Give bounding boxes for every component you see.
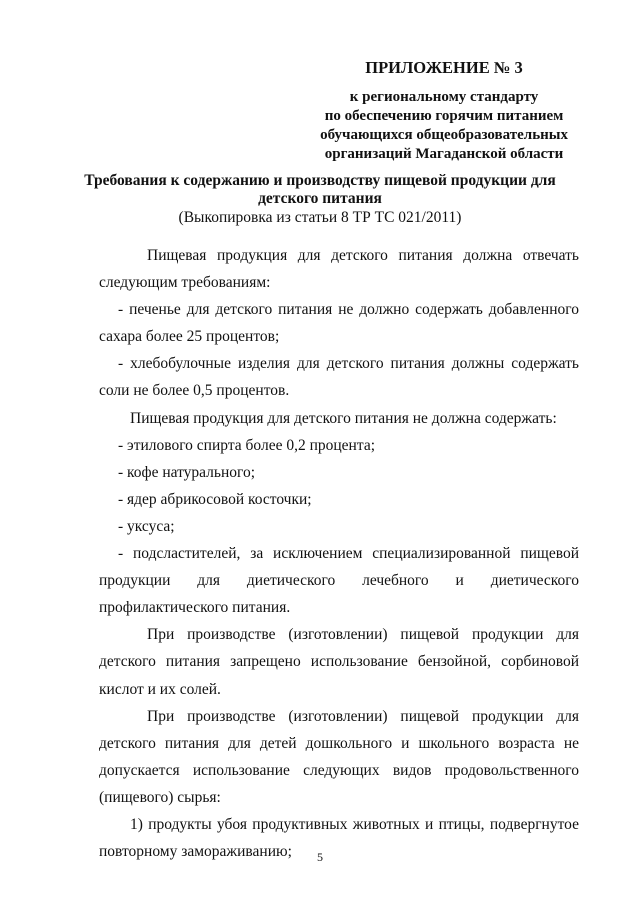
annex-subtitle-line: по обеспечению горячим питанием <box>324 108 564 124</box>
page-number: 5 <box>317 850 323 864</box>
document-body <box>99 242 579 865</box>
title-line: детского питания <box>258 190 382 207</box>
annex-header <box>320 58 568 164</box>
annex-subtitle-line: к региональному стандарту <box>349 89 539 105</box>
list-item: - хлебобулочные изделия для детского питания должны содержать соли не более 0,5 процентов. <box>99 355 579 400</box>
list-item: - этилового спирта более 0,2 процента; <box>118 436 375 454</box>
paragraph-acids-prohibition: При производстве (изготовлении) пищевой продукции для детского питания запрещено использование бензойной, сорбиновой кислот и их солей. <box>99 626 579 698</box>
annex-subtitle-line: организаций Магаданской области <box>324 146 564 162</box>
list-item: - ядер абрикосовой косточки; <box>118 490 312 508</box>
paragraph-prohibitions-intro: Пищевая продукция для детского питания не должна содержать: <box>130 409 557 427</box>
list-item: - печенье для детского питания не должно содержать добавленного сахара более 25 процентов; <box>99 301 579 346</box>
list-item: - подсластителей, за исключением специализированной пищевой продукции для диетического лечебного и диетического профилактического питания. <box>99 545 579 617</box>
paragraph-requirements-intro: Пищевая продукция для детского питания должна отвечать следующим требованиям: <box>99 247 579 292</box>
annex-subtitle-line: обучающихся общеобразовательных <box>320 127 568 143</box>
title-source-note: (Выкопировка из статьи 8 ТР ТС 021/2011) <box>178 209 462 226</box>
title-line: Требования к содержанию и производству пищевой продукции для <box>84 172 556 189</box>
document-title <box>80 172 560 227</box>
annex-number: ПРИЛОЖЕНИЕ № 3 <box>365 58 523 77</box>
paragraph-raw-materials-intro: При производстве (изготовлении) пищевой продукции для детского питания для детей дошкольного и школьного возраста не допускается использование следующих видов продовольственного (пищевого) сырья: <box>99 707 579 806</box>
list-item-numbered: 1) продукты убоя продуктивных животных и птицы, подвергнутое повторному замораживанию; <box>99 815 579 861</box>
list-item: - кофе натурального; <box>118 463 256 481</box>
list-item: - уксуса; <box>118 517 175 535</box>
